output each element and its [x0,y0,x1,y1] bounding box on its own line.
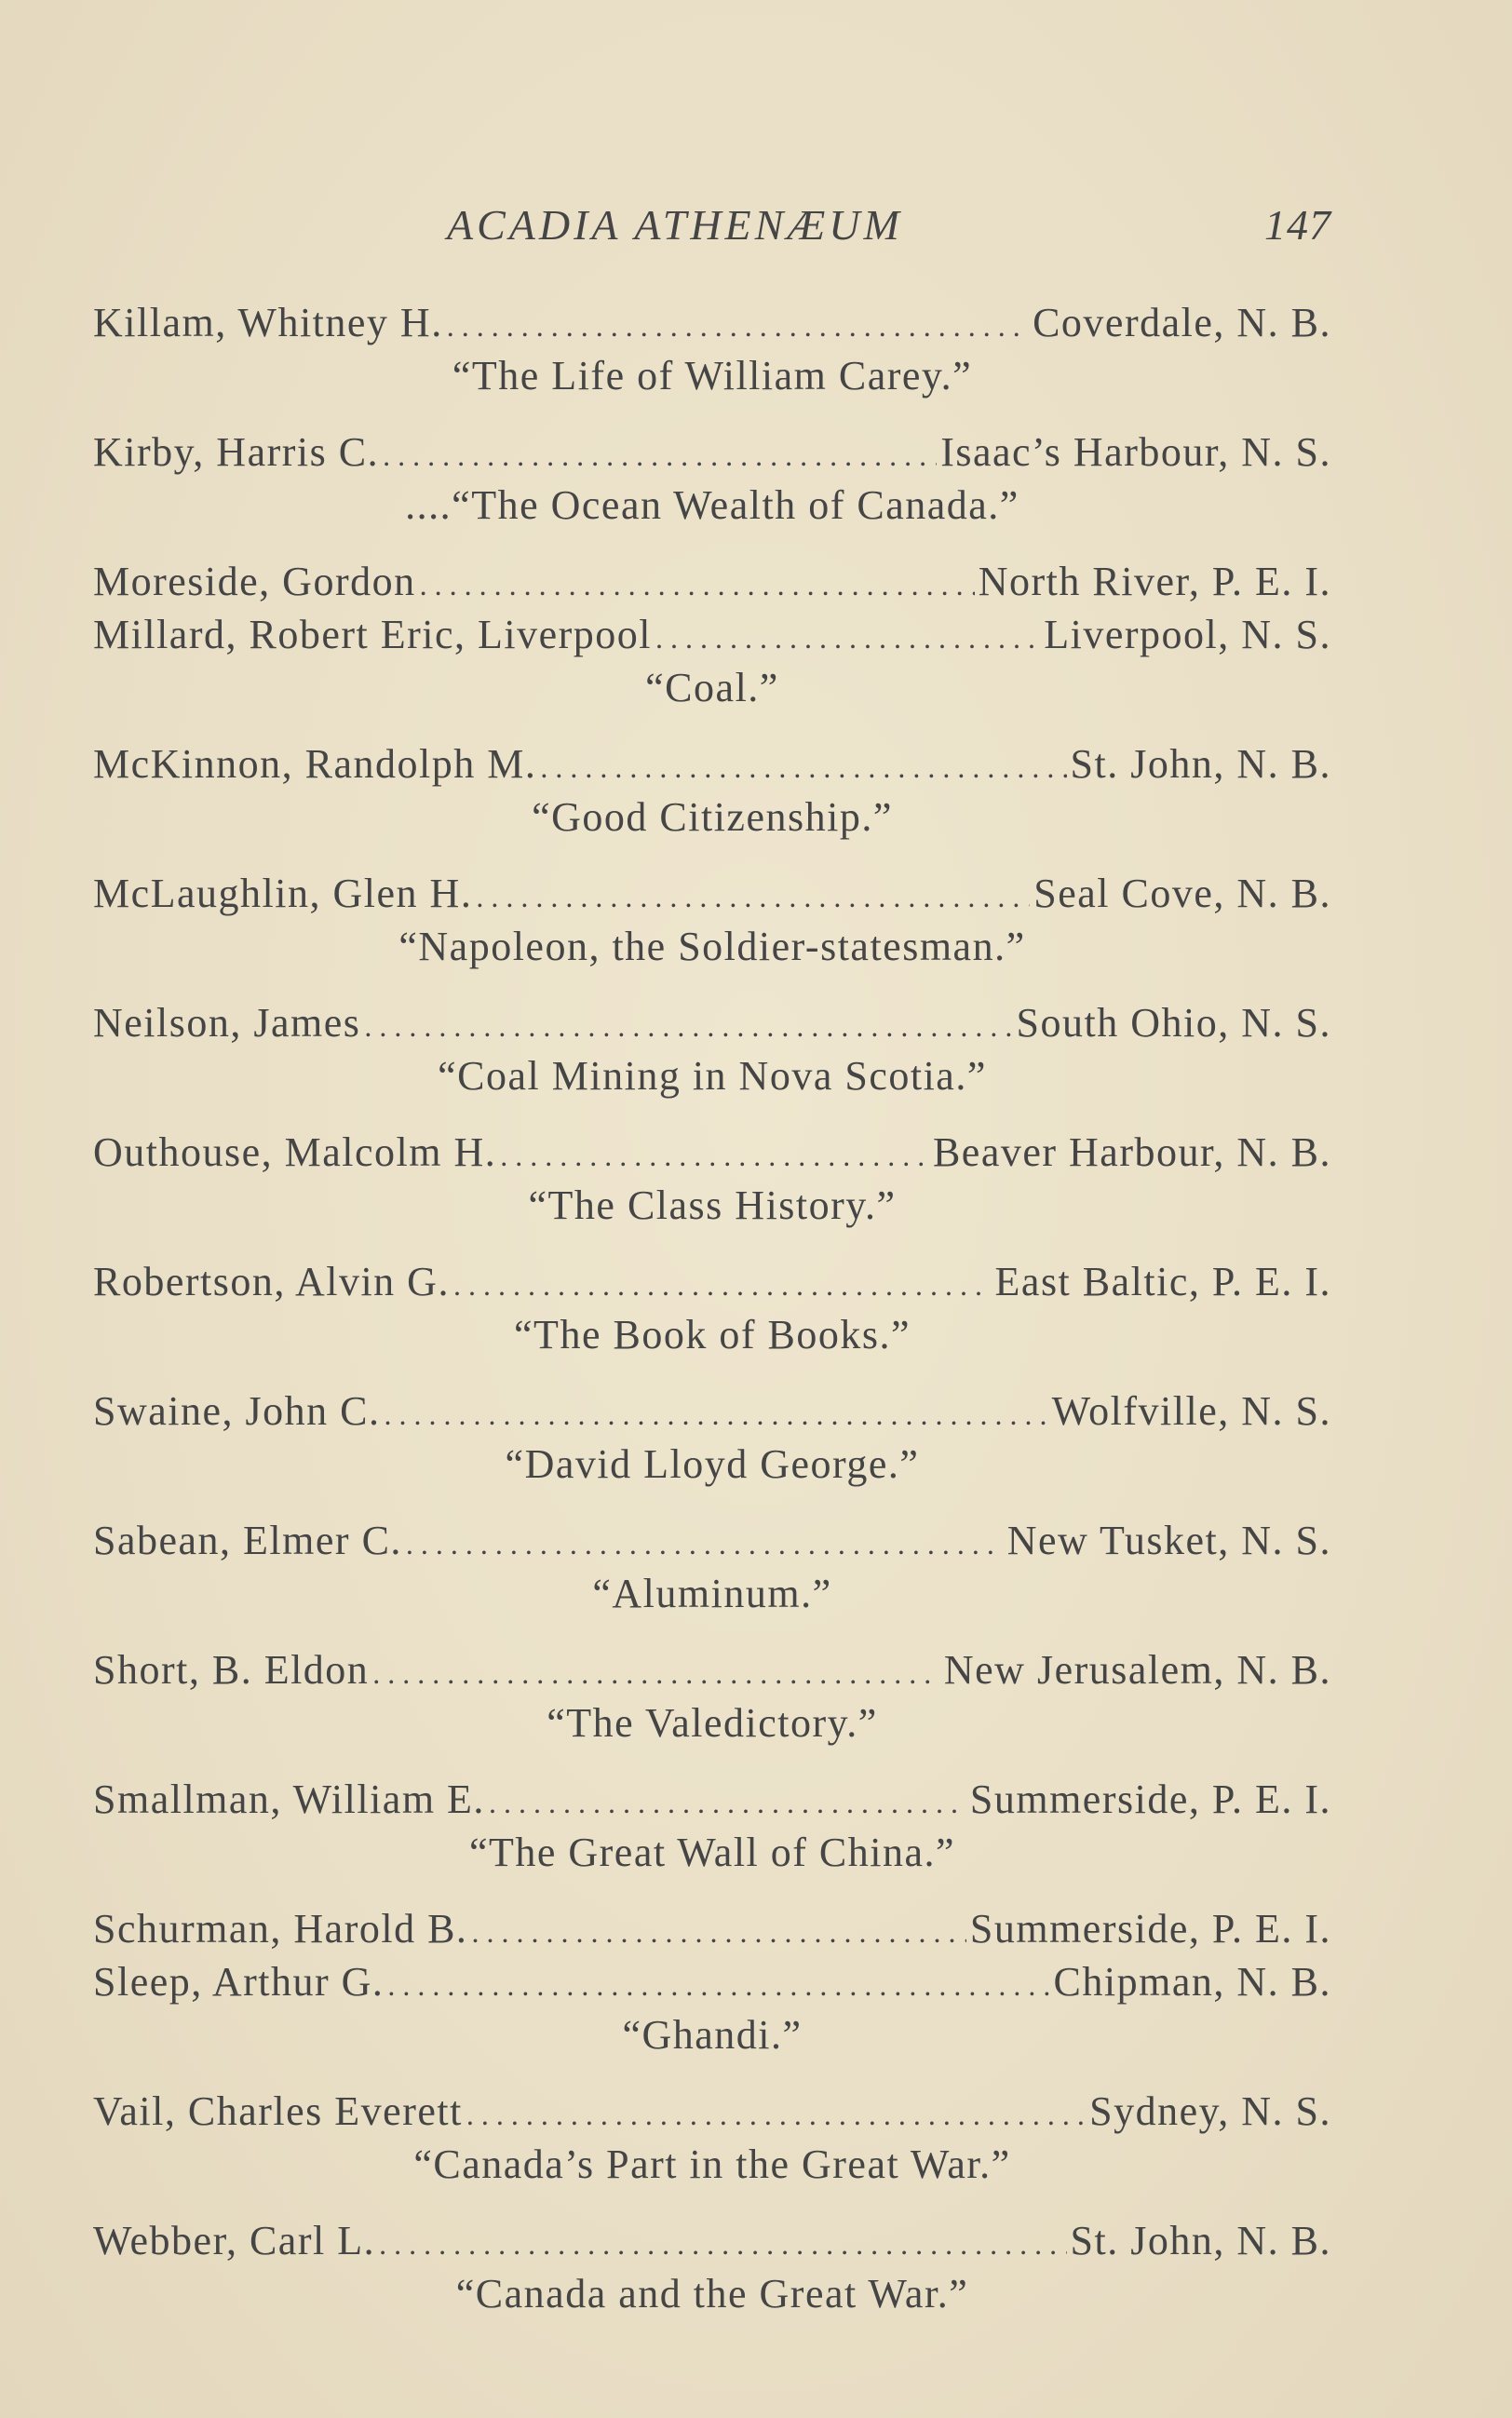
thesis-topic: “Coal Mining in Nova Scotia.” [438,1053,987,1099]
thesis-topic: “The Book of Books.” [514,1312,911,1358]
student-name: McKinnon, Randolph M. [93,741,537,787]
hometown: New Tusket, N. S. [1006,1518,1331,1563]
list-item [93,739,1331,843]
student-name: Moreside, Gordon [93,559,416,604]
list-item [93,1957,1331,2060]
hometown: New Jerusalem, N. B. [943,1647,1331,1693]
hometown: Coverdale, N. B. [1033,300,1331,345]
thesis-topic: “The Great Wall of China.” [468,1830,956,1875]
student-name: Sabean, Elmer C. [93,1518,402,1563]
hometown: North River, P. E. I. [978,559,1331,604]
thesis-topic: “Canada and the Great War.” [455,2271,969,2317]
thesis-topic: “Aluminum.” [592,1571,832,1616]
thesis-topic: “The Valedictory.” [547,1700,878,1746]
hometown: Summerside, P. E. I. [969,1906,1331,1952]
list-item [93,610,1331,713]
student-name: Short, B. Eldon [93,1647,370,1693]
student-name: Smallman, William E. [93,1776,485,1822]
thesis-topic: “David Lloyd George.” [505,1441,920,1487]
thesis-topic: “Ghandi.” [622,2012,803,2058]
hometown: St. John, N. B. [1070,2218,1331,2263]
hometown: Summerside, P. E. I. [969,1776,1331,1822]
list-item [93,1128,1331,1231]
dot-leader [500,1128,929,1181]
dot-leader [372,1645,940,1698]
list-item [93,1257,1331,1360]
dot-leader [489,1775,966,1828]
page-number: 147 [1264,201,1331,249]
dot-leader [655,610,1040,663]
dot-leader [466,2087,1086,2140]
list-item [93,1775,1331,1878]
list-item [93,1904,1331,1957]
list-item [93,298,1331,401]
hometown: Liverpool, N. S. [1044,612,1331,657]
dot-leader [364,998,1012,1051]
student-name: Killam, Whitney H. [93,300,443,345]
dot-leader [540,739,1066,792]
student-name: McLaughlin, Glen H. [93,871,473,916]
student-name: Robertson, Alvin G. [93,1259,450,1304]
hometown: St. John, N. B. [1070,741,1331,787]
graduate-list [93,298,1331,2345]
hometown: South Ohio, N. S. [1016,1000,1331,1046]
dot-leader [406,1516,1004,1569]
dot-leader [387,1957,1049,2010]
hometown: Chipman, N. B. [1053,1959,1331,2005]
list-item [93,2087,1331,2190]
dot-leader [447,298,1029,351]
student-name: Kirby, Harris C. [93,429,380,475]
list-item [93,1645,1331,1749]
thesis-topic: “Good Citizenship.” [532,794,893,840]
student-name: Sleep, Arthur G. [93,1959,385,2005]
student-name: Swaine, John C. [93,1388,381,1434]
dot-leader [379,2216,1066,2269]
list-item [93,869,1331,972]
list-item [93,427,1331,531]
dot-leader [453,1257,992,1310]
journal-title: ACADIA ATHENÆUM [447,201,903,249]
student-name: Millard, Robert Eric, Liverpool [93,612,653,657]
student-name: Webber, Carl L. [93,2218,376,2263]
hometown: Sydney, N. S. [1089,2088,1331,2134]
list-item [93,998,1331,1101]
student-name: Schurman, Harold B. [93,1906,468,1952]
thesis-topic: ....“The Ocean Wealth of Canada.” [405,482,1019,528]
student-name: Neilson, James [93,1000,361,1046]
hometown: Wolfville, N. S. [1051,1388,1331,1434]
running-header [93,200,1331,256]
hometown: Seal Cove, N. B. [1033,871,1331,916]
dot-leader [385,1386,1048,1439]
thesis-topic: “Canada’s Part in the Great War.” [413,2141,1011,2187]
hometown: Beaver Harbour, N. B. [932,1129,1331,1175]
list-item [93,2216,1331,2319]
dot-leader [420,557,975,610]
student-name: Outhouse, Malcolm H. [93,1129,497,1175]
dot-leader [476,869,1030,922]
thesis-topic: “The Class History.” [528,1182,897,1228]
hometown: Isaac’s Harbour, N. S. [940,429,1331,475]
thesis-topic: “The Life of William Carey.” [452,353,973,398]
thesis-topic: “Coal.” [645,665,779,710]
list-item [93,1516,1331,1619]
dot-leader [383,427,937,480]
thesis-topic: “Napoleon, the Soldier-statesman.” [398,924,1026,969]
student-name: Vail, Charles Everett [93,2088,463,2134]
dot-leader [471,1904,965,1957]
hometown: East Baltic, P. E. I. [994,1259,1331,1304]
list-item [93,1386,1331,1490]
list-item [93,557,1331,610]
